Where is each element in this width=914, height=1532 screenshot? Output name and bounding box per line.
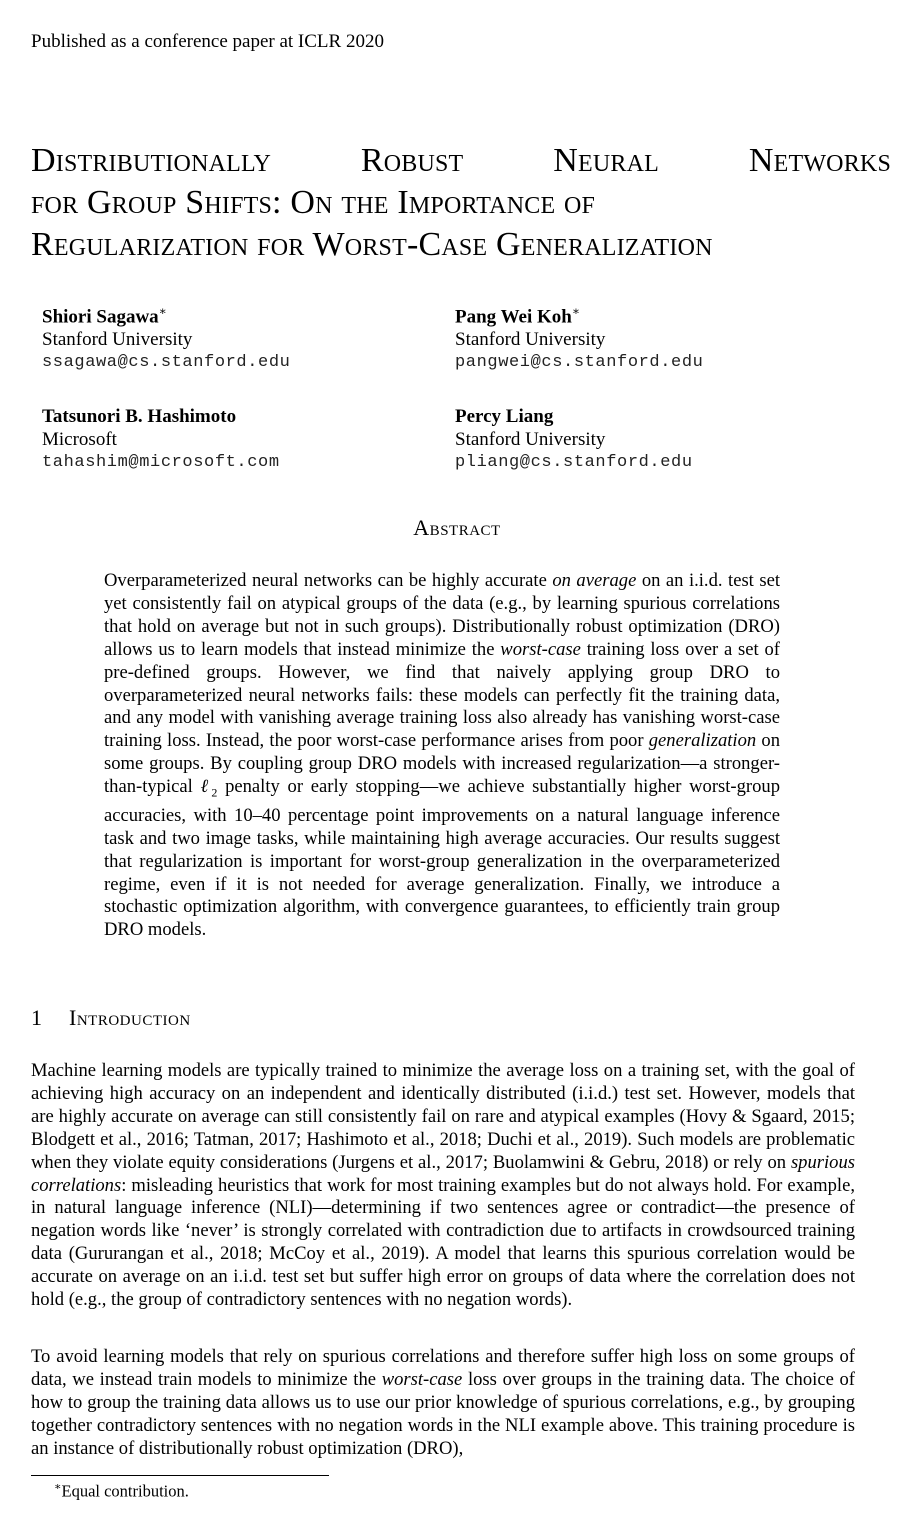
author-affiliation: Microsoft [42, 429, 117, 450]
running-header: Published as a conference paper at ICLR 2020 [31, 31, 384, 52]
author-affiliation: Stanford University [455, 429, 606, 450]
title-line-2: for Group Shifts: On the Importance of [31, 184, 596, 221]
author-name: Shiori Sagawa∗ [42, 304, 167, 328]
abstract-text: Overparameterized neural networks can be highly accurate on average on an i.i.d. test set yet consistently fail on atypical groups of the data (e.g., by learning spurious correlations that hold on average but not in such groups). Distributionally robust optimization (DRO) allows us to learn models that instead minimize the worst-case training loss over a set of pre-defined groups. However, we find that naively applying group DRO to overparameterized neural networks fails: these models can perfectly fit the training data, and any model with vanishing average training loss also already has vanishing worst-case training loss. Instead, the poor worst-case performance arises from poor generalization on some groups. By coupling group DRO models with increased regularization—a stronger-than-typical ℓ$_2$ penalty or early stopping—we achieve substantially higher worst-group accuracies, with 10–40 percentage point improvements on a natural language inference task and two image tasks, while maintaining high average accuracies. Our results suggest that regularization is important for worst-group generalization in the overparameterized regime, even if it is not needed for average generalization. Finally, we introduce a stochastic optimization algorithm, with convergence guarantees, to efficiently train group DRO models. [104, 570, 780, 941]
author-email[interactable]: pliang@cs.stanford.edu [455, 453, 693, 472]
intro-paragraph-1: Machine learning models are typically trained to minimize the average loss on a training set, with the goal of achieving high accuracy on an independent and identically distributed (i.i.d.) test set. However, models that are highly accurate on average can still consistently fail on rare and atypical examples (Hovy & Sgaard, 2015; Blodgett et al., 2016; Tatman, 2017; Hashimoto et al., 2018; Duchi et al., 2019). Such models are problematic when they violate equity considerations (Jurgens et al., 2017; Buolamwini & Gebru, 2018) or rely on spurious correlations: misleading heuristics that work for most training examples but do not always hold. For example, in natural language inference (NLI)—determining if two sentences agree or contradict—the presence of negation words like ‘never’ is strongly correlated with contradiction due to artifacts in crowdsourced training data (Gururangan et al., 2018; McCoy et al., 2019). A model that learns this spurious correlation would be accurate on average on an i.i.d. test set but suffer high error on groups of data where the correlation does not hold (e.g., the group of contradictory sentences with no negation words). [31, 1060, 855, 1311]
author-email[interactable]: ssagawa@cs.stanford.edu [42, 353, 291, 373]
author-name: Pang Wei Koh∗ [455, 304, 580, 328]
section-number: 1 [31, 1005, 43, 1030]
title-line-3: Regularization for Worst-Case Generalization [31, 226, 713, 263]
paper-title [31, 140, 891, 266]
author-block-4 [455, 405, 693, 474]
footnote: ∗Equal contribution. [54, 1481, 189, 1501]
title-line-1: Distributionally Robust Neural Networks [31, 142, 891, 179]
author-name: Tatsunori B. Hashimoto [42, 406, 237, 427]
author-email[interactable]: tahashim@microsoft.com [42, 453, 280, 472]
section-heading-introduction [31, 1005, 191, 1031]
author-affiliation: Stanford University [455, 329, 606, 351]
author-affiliation: Stanford University [42, 329, 193, 351]
abstract-heading: Abstract [413, 515, 501, 540]
footnote-rule [31, 1475, 329, 1476]
section-title: Introduction [69, 1005, 191, 1030]
author-name: Percy Liang [455, 406, 554, 427]
author-block-3 [42, 405, 280, 474]
intro-paragraph-2: To avoid learning models that rely on spurious correlations and therefore suffer high loss on some groups of data, we instead train models to minimize the worst-case loss over groups in the training data. The choice of how to group the training data allows us to use our prior knowledge of spurious correlations, e.g., by grouping together contradictory sentences with no negation words in the NLI example above. This training procedure is an instance of distributionally robust optimization (DRO), [31, 1346, 856, 1459]
author-email[interactable]: pangwei@cs.stanford.edu [455, 353, 704, 373]
author-block-1 [42, 300, 290, 374]
author-block-2 [455, 300, 703, 374]
